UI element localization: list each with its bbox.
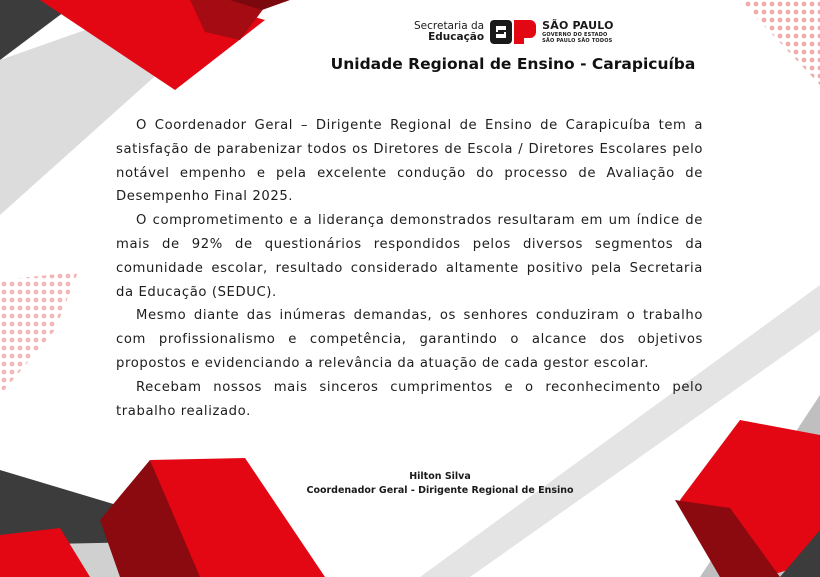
letter-body (116, 114, 703, 423)
top-right-dots (740, 0, 820, 85)
secretaria-logo-text (414, 21, 484, 43)
document-title: Unidade Regional de Ensino - Carapicuíba (330, 55, 696, 73)
paragraph: Mesmo diante das inúmeras demandas, os senhores conduziram o trabalho com profissionalismo e competência, garantindo o alcance dos objetivos propostos e evidenciando a relevância da atuação de cada gestor escolar. (116, 308, 703, 371)
signature-block (300, 470, 580, 498)
left-dots (0, 272, 78, 395)
signer-role: Coordenador Geral - Dirigente Regional de Ensino (306, 485, 574, 496)
paragraph: O comprometimento e a liderança demonstrados resultaram em um índice de mais de 92% de questionários respondidos pelos diversos segmentos da comunidade escolar, resultado considerado altamente positivo pela Secretaria da Educação (SEDUC). (116, 213, 703, 300)
sp-logo-text (542, 20, 614, 44)
state-name: SÃO PAULO (542, 19, 614, 32)
header-logo (414, 18, 614, 46)
state-line1: GOVERNO DO ESTADO (542, 32, 608, 38)
sp-logo-icon (490, 20, 536, 44)
state-line2: SÃO PAULO SÃO TODOS (542, 38, 613, 44)
paragraph: O Coordenador Geral – Dirigente Regional de Ensino de Carapicuíba tem a satisfação de parabenizar todos os Diretores de Escola / Diretores Escolares pelo notável empenho e pela excelente condução do processo de Avaliação de Desempenho Final 2025. (116, 118, 703, 205)
secretaria-line1: Secretaria da (414, 20, 485, 32)
paragraph: Recebam nossos mais sinceros cumprimentos e o reconhecimento pelo trabalho realizado. (116, 379, 703, 419)
secretaria-line2: Educação (428, 31, 485, 43)
signer-name: Hilton Silva (409, 471, 471, 482)
